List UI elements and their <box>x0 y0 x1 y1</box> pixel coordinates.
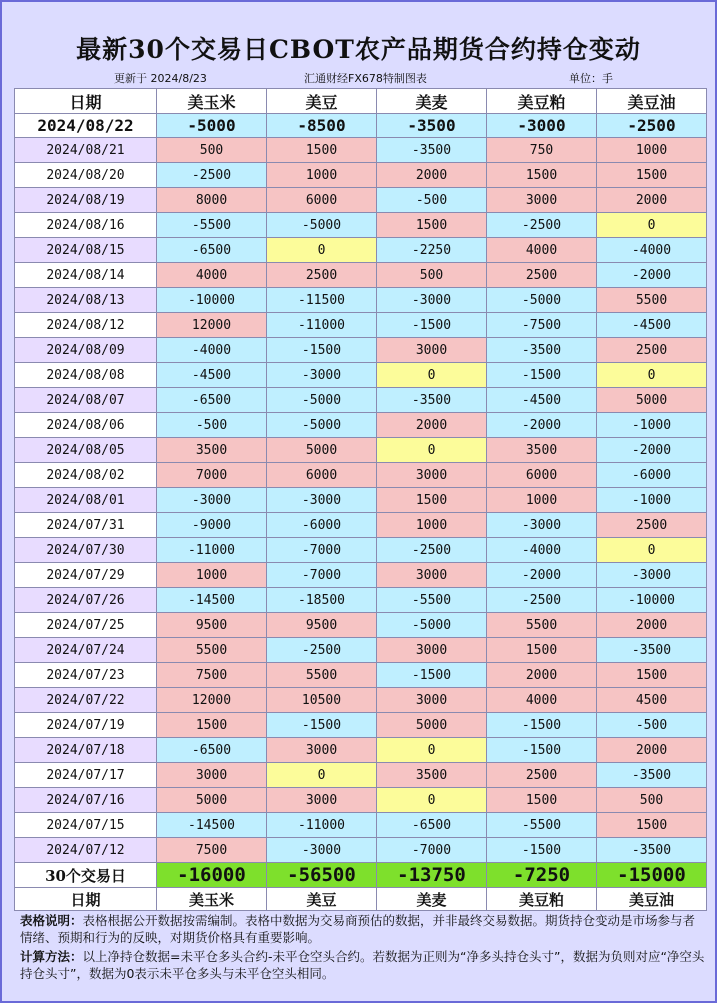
row-value: -4000 <box>487 538 597 563</box>
table-row <box>15 788 707 813</box>
row-value: 3000 <box>487 188 597 213</box>
footer-header-wheat: 美麦 <box>377 888 487 911</box>
table-row <box>15 213 707 238</box>
description-label: 表格说明： <box>20 913 83 928</box>
row-value: -6000 <box>597 463 707 488</box>
row-value: 0 <box>597 213 707 238</box>
table-row <box>15 538 707 563</box>
row-value: -2500 <box>487 213 597 238</box>
row-value: -3500 <box>597 638 707 663</box>
row-value: 9500 <box>267 613 377 638</box>
row-date: 2024/07/26 <box>15 588 157 613</box>
row-value: 6000 <box>267 188 377 213</box>
row-value: -4500 <box>487 388 597 413</box>
row-value: -5000 <box>267 388 377 413</box>
row-date: 2024/08/12 <box>15 313 157 338</box>
row-value: -4000 <box>157 338 267 363</box>
row-date: 2024/07/23 <box>15 663 157 688</box>
row-value: 12000 <box>157 688 267 713</box>
row-value: -7000 <box>267 538 377 563</box>
footer-header-soybean: 美豆 <box>267 888 377 911</box>
table-row <box>15 463 707 488</box>
row-value: 3500 <box>157 438 267 463</box>
header-soyoil: 美豆油 <box>597 89 707 114</box>
total-row <box>15 863 707 888</box>
table-row <box>15 738 707 763</box>
table-row <box>15 338 707 363</box>
row-value: -5000 <box>267 213 377 238</box>
table-row <box>15 763 707 788</box>
row-value: -1500 <box>267 338 377 363</box>
latest-value: -2500 <box>597 114 707 138</box>
calc-text: 以上净持仓数据=未平仓多头合约-未平仓空头合约。若数据为正则为“净多头持仓头寸”，数据为负则对应“净空头持仓头寸”，数据为0表示未平仓多头与未平仓空头相同。 <box>20 949 705 981</box>
table-row <box>15 363 707 388</box>
row-value: 3000 <box>377 463 487 488</box>
row-value: 3000 <box>267 788 377 813</box>
row-value: -11000 <box>157 538 267 563</box>
row-value: -500 <box>377 188 487 213</box>
row-date: 2024/07/16 <box>15 788 157 813</box>
table-row <box>15 388 707 413</box>
row-value: -5000 <box>487 288 597 313</box>
row-value: 1000 <box>267 163 377 188</box>
row-value: 5500 <box>487 613 597 638</box>
table-row <box>15 838 707 863</box>
table-row <box>15 613 707 638</box>
row-value: 7500 <box>157 663 267 688</box>
table-row <box>15 313 707 338</box>
table-description <box>20 912 706 946</box>
row-value: -6500 <box>377 813 487 838</box>
row-value: -2000 <box>487 563 597 588</box>
row-value: -3500 <box>597 838 707 863</box>
header-row <box>15 89 707 114</box>
row-value: 5000 <box>157 788 267 813</box>
row-value: 8000 <box>157 188 267 213</box>
row-value: 0 <box>597 538 707 563</box>
footer-header-date: 日期 <box>15 888 157 911</box>
row-value: -3000 <box>487 513 597 538</box>
unit-label: 单位：手 <box>569 72 613 85</box>
row-value: 1500 <box>377 213 487 238</box>
row-value: -5000 <box>377 613 487 638</box>
row-date: 2024/08/19 <box>15 188 157 213</box>
table-row <box>15 513 707 538</box>
row-value: -1500 <box>267 713 377 738</box>
header-soymeal: 美豆粕 <box>487 89 597 114</box>
row-value: -2000 <box>597 263 707 288</box>
row-value: -3000 <box>267 488 377 513</box>
table-row <box>15 588 707 613</box>
row-value: 1000 <box>157 563 267 588</box>
row-value: -3000 <box>597 563 707 588</box>
total-value: -16000 <box>157 863 267 888</box>
latest-date: 2024/08/22 <box>15 114 157 138</box>
total-value: -7250 <box>487 863 597 888</box>
row-value: 5500 <box>157 638 267 663</box>
row-value: -4000 <box>597 238 707 263</box>
total-value: -56500 <box>267 863 377 888</box>
row-value: -1500 <box>487 713 597 738</box>
total-value: -15000 <box>597 863 707 888</box>
row-value: -5500 <box>487 813 597 838</box>
row-value: -2500 <box>487 588 597 613</box>
total-value: -13750 <box>377 863 487 888</box>
row-value: 3000 <box>157 763 267 788</box>
footer-header-row <box>15 888 707 911</box>
row-value: 2500 <box>267 263 377 288</box>
row-date: 2024/08/20 <box>15 163 157 188</box>
row-value: 500 <box>157 138 267 163</box>
row-value: -500 <box>157 413 267 438</box>
row-value: -18500 <box>267 588 377 613</box>
row-value: -5000 <box>267 413 377 438</box>
row-date: 2024/07/15 <box>15 813 157 838</box>
row-value: -1500 <box>487 363 597 388</box>
row-value: 6000 <box>487 463 597 488</box>
row-value: 3500 <box>377 763 487 788</box>
row-value: -3000 <box>267 838 377 863</box>
table-row <box>15 713 707 738</box>
row-date: 2024/07/17 <box>15 763 157 788</box>
row-value: -10000 <box>157 288 267 313</box>
row-value: 5500 <box>267 663 377 688</box>
row-date: 2024/07/25 <box>15 613 157 638</box>
row-value: -9000 <box>157 513 267 538</box>
table-row <box>15 688 707 713</box>
row-value: -2500 <box>377 538 487 563</box>
row-value: -3500 <box>377 388 487 413</box>
row-value: -3000 <box>267 363 377 388</box>
row-date: 2024/08/15 <box>15 238 157 263</box>
row-value: 1500 <box>267 138 377 163</box>
row-value: -2000 <box>597 438 707 463</box>
row-date: 2024/08/01 <box>15 488 157 513</box>
row-value: 3000 <box>377 338 487 363</box>
row-value: 1500 <box>487 638 597 663</box>
row-value: 5000 <box>267 438 377 463</box>
row-value: -2500 <box>267 638 377 663</box>
calc-method <box>20 948 706 982</box>
latest-value: -8500 <box>267 114 377 138</box>
row-value: 2000 <box>597 613 707 638</box>
row-value: -500 <box>597 713 707 738</box>
row-value: -3000 <box>377 288 487 313</box>
row-value: 4000 <box>487 238 597 263</box>
table-row <box>15 488 707 513</box>
row-date: 2024/07/24 <box>15 638 157 663</box>
row-date: 2024/07/12 <box>15 838 157 863</box>
row-value: 0 <box>377 738 487 763</box>
header-wheat: 美麦 <box>377 89 487 114</box>
row-value: 6000 <box>267 463 377 488</box>
row-value: 2500 <box>597 338 707 363</box>
page-title: 最新30个交易日CBOT农产品期货合约持仓变动 <box>76 35 641 64</box>
table-row <box>15 263 707 288</box>
table-body <box>15 114 707 863</box>
row-value: 4000 <box>487 688 597 713</box>
row-value: 5000 <box>377 713 487 738</box>
row-value: 1500 <box>597 163 707 188</box>
row-value: -4500 <box>597 313 707 338</box>
footer-header-corn: 美玉米 <box>157 888 267 911</box>
row-value: -6500 <box>157 388 267 413</box>
row-value: 3000 <box>377 688 487 713</box>
row-date: 2024/08/06 <box>15 413 157 438</box>
row-value: -14500 <box>157 588 267 613</box>
row-value: 5000 <box>597 388 707 413</box>
row-value: 3000 <box>377 563 487 588</box>
row-date: 2024/08/09 <box>15 338 157 363</box>
footer-header-soyoil: 美豆油 <box>597 888 707 911</box>
row-value: -7000 <box>267 563 377 588</box>
row-value: 2000 <box>597 188 707 213</box>
row-value: -2500 <box>157 163 267 188</box>
row-value: 1000 <box>377 513 487 538</box>
row-value: 4000 <box>157 263 267 288</box>
table-row <box>15 413 707 438</box>
row-value: 2000 <box>487 663 597 688</box>
source-label: 汇通财经FX678特制图表 <box>304 72 427 85</box>
row-value: -2250 <box>377 238 487 263</box>
row-date: 2024/07/19 <box>15 713 157 738</box>
row-value: -6500 <box>157 238 267 263</box>
row-date: 2024/07/29 <box>15 563 157 588</box>
row-value: 0 <box>267 763 377 788</box>
row-value: 2000 <box>377 413 487 438</box>
row-value: 12000 <box>157 313 267 338</box>
row-value: 1500 <box>597 663 707 688</box>
row-value: 5500 <box>597 288 707 313</box>
row-value: 7500 <box>157 838 267 863</box>
row-value: 3000 <box>267 738 377 763</box>
row-value: 0 <box>597 363 707 388</box>
row-value: -3500 <box>377 138 487 163</box>
row-value: -11000 <box>267 313 377 338</box>
row-value: -2000 <box>487 413 597 438</box>
row-value: 10500 <box>267 688 377 713</box>
row-value: 3500 <box>487 438 597 463</box>
row-value: -3000 <box>157 488 267 513</box>
table-row <box>15 438 707 463</box>
footer-header-soymeal: 美豆粕 <box>487 888 597 911</box>
row-value: 1500 <box>157 713 267 738</box>
row-value: -14500 <box>157 813 267 838</box>
row-value: 500 <box>597 788 707 813</box>
row-value: 750 <box>487 138 597 163</box>
row-value: 3000 <box>377 638 487 663</box>
row-value: 2000 <box>377 163 487 188</box>
row-value: 2500 <box>487 763 597 788</box>
row-date: 2024/08/05 <box>15 438 157 463</box>
row-value: 2500 <box>597 513 707 538</box>
row-value: 500 <box>377 263 487 288</box>
row-value: 0 <box>377 438 487 463</box>
row-date: 2024/08/16 <box>15 213 157 238</box>
row-value: 4500 <box>597 688 707 713</box>
notes-section <box>20 912 706 984</box>
row-value: 1500 <box>487 788 597 813</box>
row-date: 2024/07/31 <box>15 513 157 538</box>
table-row <box>15 238 707 263</box>
header-date: 日期 <box>15 89 157 114</box>
row-value: -5500 <box>377 588 487 613</box>
latest-value: -3500 <box>377 114 487 138</box>
row-date: 2024/08/13 <box>15 288 157 313</box>
row-date: 2024/07/30 <box>15 538 157 563</box>
row-value: -1500 <box>377 663 487 688</box>
row-date: 2024/07/22 <box>15 688 157 713</box>
row-date: 2024/07/18 <box>15 738 157 763</box>
row-value: 2500 <box>487 263 597 288</box>
row-value: 1500 <box>487 163 597 188</box>
row-value: -1500 <box>377 313 487 338</box>
latest-row <box>15 114 707 138</box>
row-value: 0 <box>377 788 487 813</box>
row-value: 1000 <box>597 138 707 163</box>
table-row <box>15 563 707 588</box>
row-value: -1500 <box>487 838 597 863</box>
table-row <box>15 288 707 313</box>
row-value: 2000 <box>597 738 707 763</box>
header-corn: 美玉米 <box>157 89 267 114</box>
row-value: -4500 <box>157 363 267 388</box>
table-row <box>15 188 707 213</box>
row-date: 2024/08/02 <box>15 463 157 488</box>
table-row <box>15 163 707 188</box>
latest-value: -3000 <box>487 114 597 138</box>
total-label: 30个交易日 <box>15 863 157 888</box>
row-value: 9500 <box>157 613 267 638</box>
positions-table <box>14 88 707 911</box>
row-value: -11500 <box>267 288 377 313</box>
row-value: -1000 <box>597 488 707 513</box>
row-value: -7500 <box>487 313 597 338</box>
description-text: 表格根据公开数据按需编制。表格中数据为交易商预估的数据，并非最终交易数据。期货持仓变动是市场参与者情绪、预期和行为的反映，对期货价格具有重要影响。 <box>20 913 696 945</box>
row-value: 0 <box>267 238 377 263</box>
row-value: 1500 <box>597 813 707 838</box>
row-value: -3500 <box>487 338 597 363</box>
row-date: 2024/08/07 <box>15 388 157 413</box>
table-row <box>15 638 707 663</box>
table-row <box>15 813 707 838</box>
row-date: 2024/08/14 <box>15 263 157 288</box>
updated-date: 更新于 2024/8/23 <box>114 72 207 85</box>
row-date: 2024/08/21 <box>15 138 157 163</box>
row-value: -11000 <box>267 813 377 838</box>
row-value: -1500 <box>487 738 597 763</box>
table-row <box>15 663 707 688</box>
row-value: 1000 <box>487 488 597 513</box>
header-soybean: 美豆 <box>267 89 377 114</box>
table-row <box>15 138 707 163</box>
row-value: -6000 <box>267 513 377 538</box>
row-value: -5500 <box>157 213 267 238</box>
row-value: -6500 <box>157 738 267 763</box>
row-value: -10000 <box>597 588 707 613</box>
row-value: 1500 <box>377 488 487 513</box>
row-date: 2024/08/08 <box>15 363 157 388</box>
row-value: -7000 <box>377 838 487 863</box>
row-value: -3500 <box>597 763 707 788</box>
row-value: 0 <box>377 363 487 388</box>
calc-label: 计算方法： <box>20 949 83 964</box>
row-value: -1000 <box>597 413 707 438</box>
latest-value: -5000 <box>157 114 267 138</box>
row-value: 7000 <box>157 463 267 488</box>
